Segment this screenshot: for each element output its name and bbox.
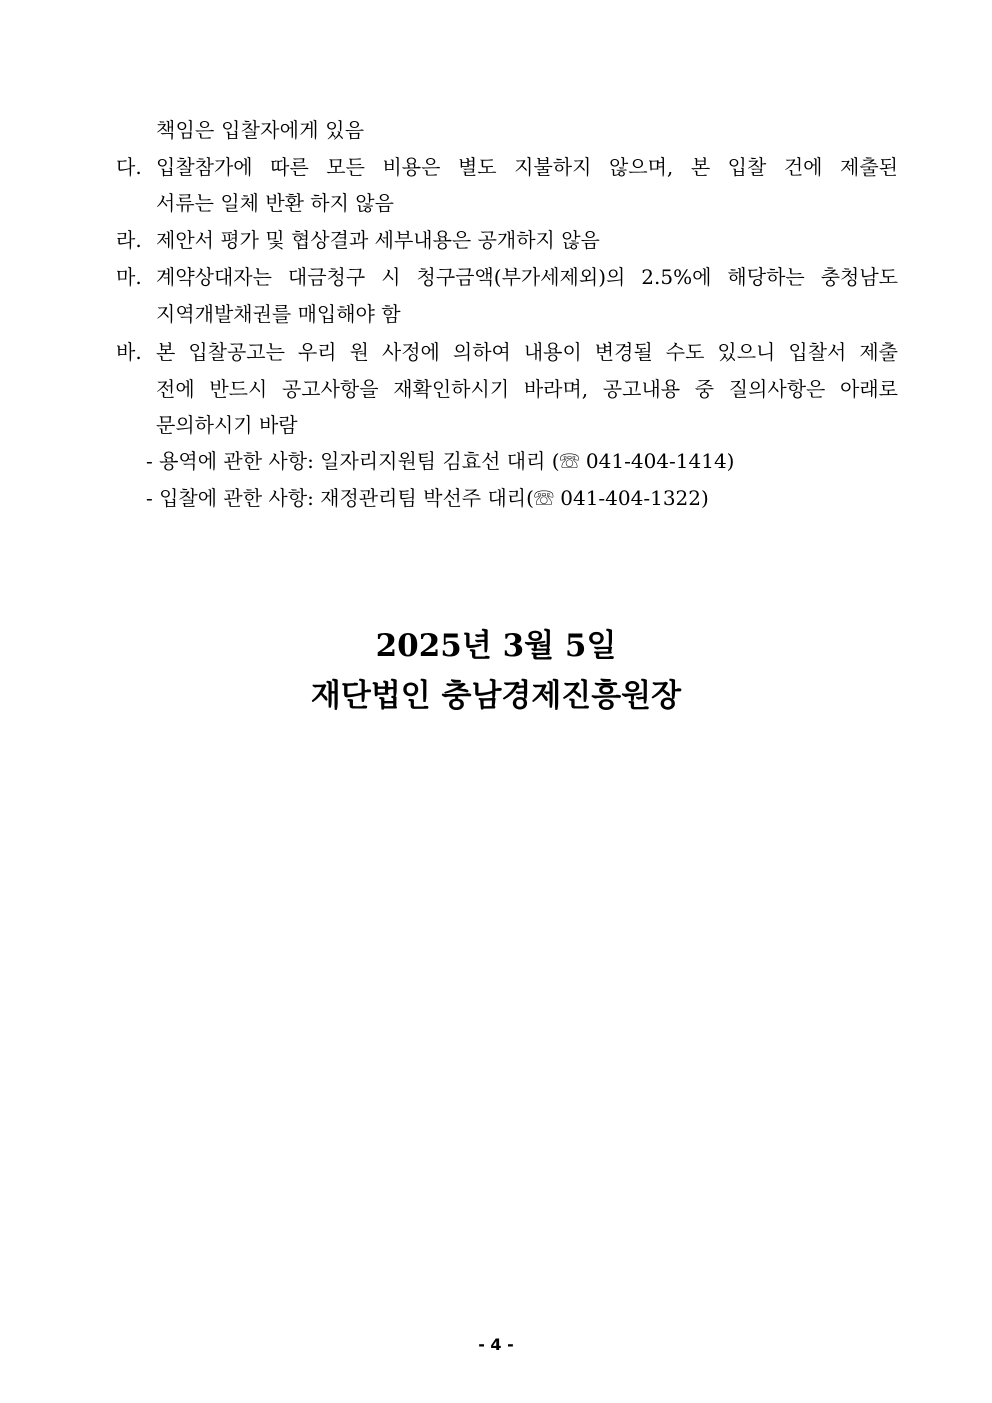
contact-service: - 용역에 관한 사항: 일자리지원팀 김효선 대리 (☏ 041-404-1414)	[146, 449, 735, 473]
item-marker: 바.	[116, 340, 142, 364]
item-text-line: 지역개발채권를 매입해야 함	[156, 302, 401, 326]
list-item-ra	[116, 226, 898, 254]
list-item-ba	[116, 338, 898, 442]
item-text-line: 전에 반드시 공고사항을 재확인하시기 바라며, 공고내용 중 질의사항은 아래로	[156, 377, 898, 401]
item-text-line: 서류는 일체 반환 하지 않음	[156, 191, 394, 215]
continuation-line: 책임은 입찰자에게 있음	[156, 118, 365, 142]
page-number: - 4 -	[478, 1335, 514, 1354]
document-date: 2025년 3월 5일	[375, 628, 617, 664]
item-marker: 라.	[116, 228, 142, 252]
item-text-line: 계약상대자는 대금청구 시 청구금액(부가세제외)의 2.5%에 해당하는 충청남도	[156, 265, 898, 289]
item-marker: 마.	[116, 265, 142, 289]
list-item-da	[116, 153, 898, 215]
list-item-ma	[116, 263, 898, 327]
item-text-line: 제안서 평가 및 협상결과 세부내용은 공개하지 않음	[156, 228, 600, 252]
item-text-line: 문의하시기 바람	[156, 413, 298, 437]
item-marker: 다.	[116, 155, 142, 179]
contact-bidding: - 입찰에 관한 사항: 재정관리팀 박선주 대리(☏ 041-404-1322)	[146, 486, 709, 510]
item-text-line: 입찰참가에 따른 모든 비용은 별도 지불하지 않으며, 본 입찰 건에 제출된	[156, 155, 898, 179]
item-text-line: 본 입찰공고는 우리 원 사정에 의하여 내용이 변경될 수도 있으니 입찰서 제출	[156, 340, 898, 364]
issuer-name: 재단법인 충남경제진흥원장	[310, 678, 682, 714]
